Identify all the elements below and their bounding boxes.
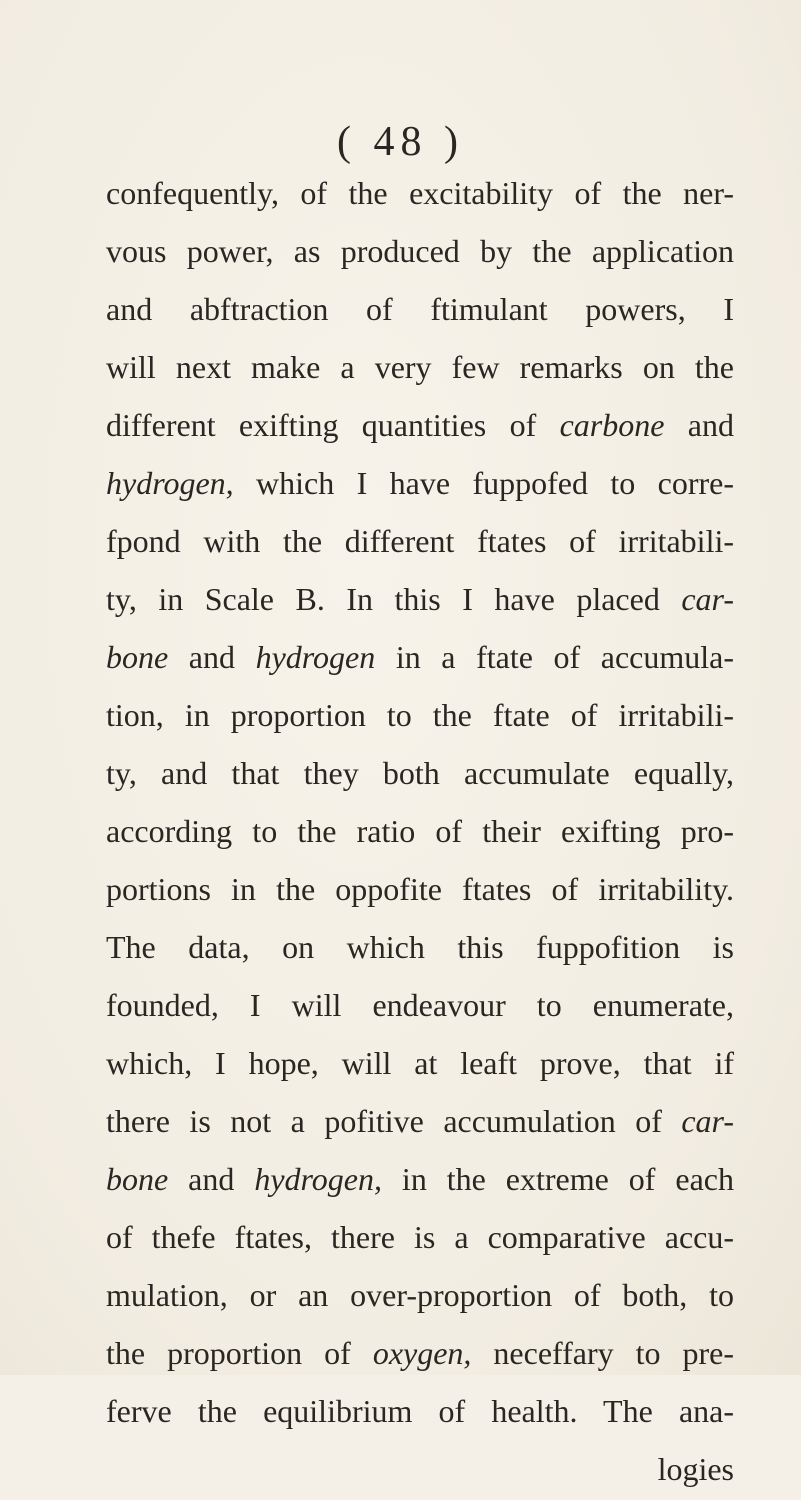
page-number: ( 48 ) [337, 119, 464, 165]
text-line: mulation, or an over-proportion of both, to [106, 1277, 734, 1313]
text-line: bone and hydrogen in a ftate of accumula- [106, 639, 735, 675]
text-line: confequently, of the excitability of the ner- [106, 175, 734, 211]
text-line: ty, and that they both accumulate equally, [106, 755, 734, 791]
text-line: hydrogen, which I have fuppofed to corre- [106, 465, 734, 501]
text-line: vous power, as produced by the application [106, 233, 734, 269]
text-line: will next make a very few remarks on the [106, 349, 734, 385]
text-line: different exifting quantities of carbone and [106, 407, 735, 443]
text-line: fpond with the different ftates of irritabili- [106, 523, 734, 559]
text-line: ferve the equilibrium of health. The ana- [106, 1393, 734, 1429]
text-line: bone and hydrogen, in the extreme of each [106, 1161, 735, 1197]
catchword: logies [657, 1451, 734, 1487]
text-line: founded, I will endeavour to enumerate, [106, 987, 734, 1023]
text-line: and abftraction of ftimulant powers, I [106, 291, 734, 327]
text-line: which, I hope, will at leaft prove, that if [106, 1045, 734, 1081]
text-line: according to the ratio of their exifting pro- [106, 813, 734, 849]
text-line: portions in the oppofite ftates of irritability. [106, 871, 734, 907]
text-line: of thefe ftates, there is a comparative accu- [106, 1219, 734, 1255]
text-line: tion, in proportion to the ftate of irritabili- [106, 697, 734, 733]
text-line: there is not a pofitive accumulation of car- [106, 1103, 734, 1139]
text-line: ty, in Scale B. In this I have placed car- [106, 581, 734, 617]
text-line: The data, on which this fuppofition is [106, 929, 734, 965]
text-line: the proportion of oxygen, neceffary to pre- [106, 1335, 734, 1371]
